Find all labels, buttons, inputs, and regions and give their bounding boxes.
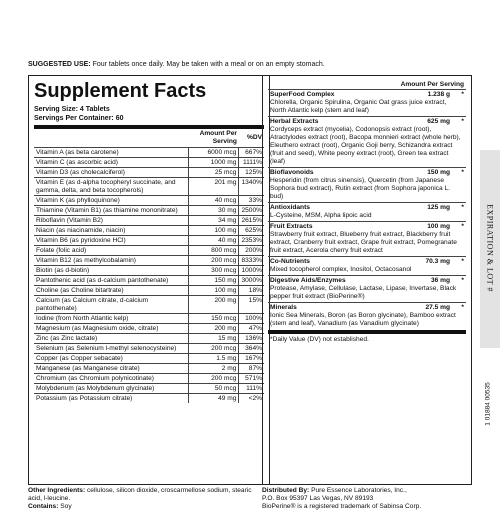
nutrient-amount: 201 mg	[188, 178, 239, 196]
blends-header: Amount Per Serving	[268, 80, 466, 90]
nutrient-dv: 3000%	[239, 276, 264, 286]
nutrient-name: Choline (as Choline bitartrate)	[34, 286, 188, 296]
blend-name: Antioxidants	[270, 204, 310, 211]
blend-amount: 27.5 mg	[425, 304, 450, 311]
blend-dv-marker: *	[461, 277, 464, 284]
blend-name: Bioflavonoids	[270, 169, 314, 176]
distributor-label: Distributed By:	[262, 487, 310, 494]
supplement-facts-title: Supplement Facts	[34, 80, 207, 102]
blend-dv-marker: *	[461, 118, 464, 125]
nutrient-name: Vitamin B6 (as pyridoxine HCl)	[34, 236, 188, 246]
distributor-line3: BioPerine® is a registered trademark of Sabinsa Corp.	[262, 503, 422, 510]
nutrient-dv: 111%	[239, 384, 264, 394]
nutrient-name: Copper (as Copper sebacate)	[34, 354, 188, 364]
nutrient-name: Vitamin D3 (as cholecalciferol)	[34, 168, 188, 178]
blend-amount: 625 mg	[427, 118, 450, 125]
nutrient-row	[34, 236, 264, 246]
blend-section	[268, 116, 466, 167]
blend-ingredients: Hesperidin (from citrus sinensis), Quercetin (from Japanese Sophora bud extract), Rutin extract (from Sophora japonica L. bud)	[270, 177, 450, 200]
blends-panel	[262, 75, 472, 485]
nutrient-name: Biotin (as d-biotin)	[34, 266, 188, 276]
nutrient-amount: 1.5 mg	[188, 354, 239, 364]
nutrient-dv: 125%	[239, 168, 264, 178]
blend-name: Fruit Extracts	[270, 223, 313, 230]
nutrient-amount: 800 mcg	[188, 246, 239, 256]
nutrient-name: Magnesium (as Magnesium oxide, citrate)	[34, 324, 188, 334]
blend-section	[268, 167, 466, 202]
other-ingredients	[28, 487, 256, 511]
nutrient-row	[34, 206, 264, 216]
nutrient-dv: 625%	[239, 226, 264, 236]
nutrient-dv: 87%	[239, 364, 264, 374]
nutrient-row	[34, 276, 264, 286]
upc-number: 1 01884 00535	[484, 382, 492, 426]
nutrient-name: Riboflavin (Vitamin B2)	[34, 216, 188, 226]
nutrient-amount: 300 mcg	[188, 266, 239, 276]
blend-section	[268, 202, 466, 221]
contains-text: Soy	[60, 503, 72, 510]
nutrient-row	[34, 314, 264, 324]
nutrient-name: Manganese (as Manganese citrate)	[34, 364, 188, 374]
nutrient-row	[34, 334, 264, 344]
nutrient-dv: 167%	[239, 354, 264, 364]
nutrient-amount: 2 mg	[188, 364, 239, 374]
nutrient-amount: 25 mcg	[188, 168, 239, 178]
nutrient-dv: 571%	[239, 374, 264, 384]
blend-amount: 125 mg	[427, 204, 450, 211]
supplement-facts-panel	[28, 75, 270, 485]
nutrient-row	[34, 168, 264, 178]
nutrient-name: Niacin (as niacinamide, niacin)	[34, 226, 188, 236]
nutrient-name: Folate (folic acid)	[34, 246, 188, 256]
nutrient-name: Calcium (as Calcium citrate, d-calcium pantothenate)	[34, 296, 188, 314]
servings-per-container: Servings Per Container: 60	[34, 115, 124, 122]
nutrient-dv: 18%	[239, 286, 264, 296]
contains-label: Contains:	[28, 503, 59, 510]
serving-size: Serving Size: 4 Tablets	[34, 106, 110, 113]
nutrient-dv: 200%	[239, 246, 264, 256]
nutrient-row	[34, 296, 264, 314]
blend-section	[268, 256, 466, 275]
blend-amount: 70.3 mg	[425, 258, 450, 265]
blend-dv-marker: *	[461, 91, 464, 98]
blend-section	[268, 221, 466, 256]
blend-ingredients: Chlorella, Organic Spirulina, Organic Oat grass juice extract, North Atlantic kelp (stem and leaf)	[270, 99, 447, 114]
nutrient-row	[34, 216, 264, 226]
blend-dv-marker: *	[461, 258, 464, 265]
blend-ingredients: Protease, Amylase, Cellulase, Lactase, Lipase, Invertase, Black pepper fruit extract (BioPerine®)	[270, 285, 457, 300]
nutrient-amount: 40 mcg	[188, 196, 239, 206]
nutrient-row	[34, 178, 264, 196]
blend-section	[268, 90, 466, 116]
nutrient-row	[34, 256, 264, 266]
nutrient-dv: 136%	[239, 334, 264, 344]
nutrient-name: Zinc (as Zinc lactate)	[34, 334, 188, 344]
blend-name: Co-Nutrients	[270, 258, 310, 265]
dv-header: %DV	[246, 134, 262, 141]
nutrient-amount: 150 mcg	[188, 314, 239, 324]
nutrient-dv: 667%	[239, 148, 264, 158]
nutrient-amount: 200 mcg	[188, 256, 239, 266]
blend-ingredients: Cordyceps extract (mycelia), Codonopsis extract (root), Atractylodes extract (root), Bacopa monnieri extract (whole herb), Eleuthero extract (root), Organic Goji berry, Schizandra extract (fruit and seed), White peony extract (root), Green tea extract (leaf)	[270, 126, 461, 165]
nutrient-amount: 1000 mg	[188, 158, 239, 168]
nutrient-dv: 47%	[239, 324, 264, 334]
suggested-use-label: SUGGESTED USE:	[28, 61, 91, 68]
nutrient-name: Pantothenic acid (as d-calcium pantothenate)	[34, 276, 188, 286]
distributor	[262, 487, 472, 511]
nutrient-row	[34, 246, 264, 256]
nutrient-dv: 1111%	[239, 158, 264, 168]
blend-amount: 1.238 g	[427, 91, 450, 98]
nutrient-name: Thiamine (Vitamin B1) (as thiamine mononitrate)	[34, 206, 188, 216]
other-ingredients-text: cellulose, silicon dioxide, croscarmellose sodium, stearic acid, l-leucine.	[28, 487, 252, 502]
expiration-lot-label: EXPIRATION & LOT #	[485, 204, 495, 292]
nutrient-amount: 6000 mcg	[188, 148, 239, 158]
nutrient-amount: 200 mg	[188, 324, 239, 334]
blend-section	[268, 302, 466, 329]
nutrient-name: Vitamin A (as beta carotene)	[34, 148, 188, 158]
other-ingredients-label: Other Ingredients:	[28, 487, 86, 494]
nutrient-row	[34, 344, 264, 354]
blend-section	[268, 275, 466, 302]
nutrient-row	[34, 196, 264, 206]
nutrient-row	[34, 148, 264, 158]
blend-name: SuperFood Complex	[270, 91, 335, 98]
nutrient-dv: 364%	[239, 344, 264, 354]
nutrient-name: Vitamin C (as ascorbic acid)	[34, 158, 188, 168]
nutrient-amount: 100 mg	[188, 226, 239, 236]
nutrient-dv: <2%	[239, 394, 264, 404]
distributor-line1: Pure Essence Laboratories, Inc.,	[311, 487, 407, 494]
nutrient-name: Vitamin E (as d-alpha tocopheryl succinate, and gamma, delta, and beta tocopherols)	[34, 178, 188, 196]
nutrient-amount: 15 mg	[188, 334, 239, 344]
nutrient-name: Molybdenum (as Molybdenum glycinate)	[34, 384, 188, 394]
nutrient-dv: 15%	[239, 296, 264, 314]
blend-name: Digestive Aids/Enzymes	[270, 277, 346, 284]
nutrient-amount: 49 mg	[188, 394, 239, 404]
dv-footnote: *Daily Value (DV) not established.	[268, 330, 466, 345]
blend-name: Minerals	[270, 304, 297, 311]
nutrient-name: Vitamin K (as phylloquinone)	[34, 196, 188, 206]
nutrient-row	[34, 374, 264, 384]
blend-dv-marker: *	[461, 304, 464, 311]
nutrient-amount: 200 mcg	[188, 374, 239, 384]
nutrient-name: Iodine (from North Atlantic kelp)	[34, 314, 188, 324]
nutrient-row	[34, 364, 264, 374]
nutrient-amount: 200 mg	[188, 296, 239, 314]
nutrient-row	[34, 158, 264, 168]
nutrient-table	[34, 129, 264, 403]
nutrient-row	[34, 384, 264, 394]
nutrient-amount: 34 mg	[188, 216, 239, 226]
nutrient-name: Potassium (as Potassium citrate)	[34, 394, 188, 404]
blend-ingredients: L-Cysteine, MSM, Alpha lipoic acid	[270, 212, 372, 219]
nutrient-row	[34, 394, 264, 404]
nutrient-dv: 1000%	[239, 266, 264, 276]
nutrient-amount: 200 mcg	[188, 344, 239, 354]
blend-dv-marker: *	[461, 223, 464, 230]
nutrient-row	[34, 354, 264, 364]
blend-amount: 100 mg	[427, 223, 450, 230]
nutrient-name: Selenium (as Selenium l-methyl selenocysteine)	[34, 344, 188, 354]
nutrient-name: Chromium (as Chromium polynicotinate)	[34, 374, 188, 384]
nutrient-amount: 50 mcg	[188, 384, 239, 394]
nutrient-dv: 2353%	[239, 236, 264, 246]
nutrient-amount: 40 mg	[188, 236, 239, 246]
blend-name: Herbal Extracts	[270, 118, 319, 125]
nutrient-row	[34, 226, 264, 236]
blend-dv-marker: *	[461, 169, 464, 176]
nutrient-amount: 30 mg	[188, 206, 239, 216]
blend-amount: 150 mg	[427, 169, 450, 176]
nutrient-name: Vitamin B12 (as methylcobalamin)	[34, 256, 188, 266]
suggested-use	[28, 60, 468, 69]
blend-amount: 36 mg	[430, 277, 450, 284]
suggested-use-text: Four tablets once daily. May be taken with a meal or on an empty stomach.	[92, 61, 325, 68]
nutrient-row	[34, 266, 264, 276]
blend-ingredients: Strawberry fruit extract, Blueberry fruit extract, Blackberry fruit extract, Cranberry fruit extract, Grape fruit extract, Pomegranate fruit extract, Acerola cherry fruit extract	[270, 231, 457, 254]
nutrient-amount: 100 mg	[188, 286, 239, 296]
nutrient-dv: 8333%	[239, 256, 264, 266]
nutrient-amount: 150 mg	[188, 276, 239, 286]
nutrient-dv: 2615%	[239, 216, 264, 226]
nutrient-dv: 2500%	[239, 206, 264, 216]
nutrient-dv: 33%	[239, 196, 264, 206]
blend-ingredients: Ionic Sea Minerals, Boron (as Boron glycinate), Bamboo extract (stem and leaf), Vanadium (as Vanadium glycinate)	[270, 312, 456, 327]
nutrient-row	[34, 286, 264, 296]
amount-header: Amount Per Serving	[199, 130, 237, 145]
blend-ingredients: Mixed tocopherol complex, Inositol, Octacosanol	[270, 266, 412, 273]
nutrient-dv: 100%	[239, 314, 264, 324]
nutrient-dv: 1340%	[239, 178, 264, 196]
blend-dv-marker: *	[461, 204, 464, 211]
nutrient-row	[34, 324, 264, 334]
distributor-line2: P.O. Box 95397 Las Vegas, NV 89193	[262, 495, 374, 502]
